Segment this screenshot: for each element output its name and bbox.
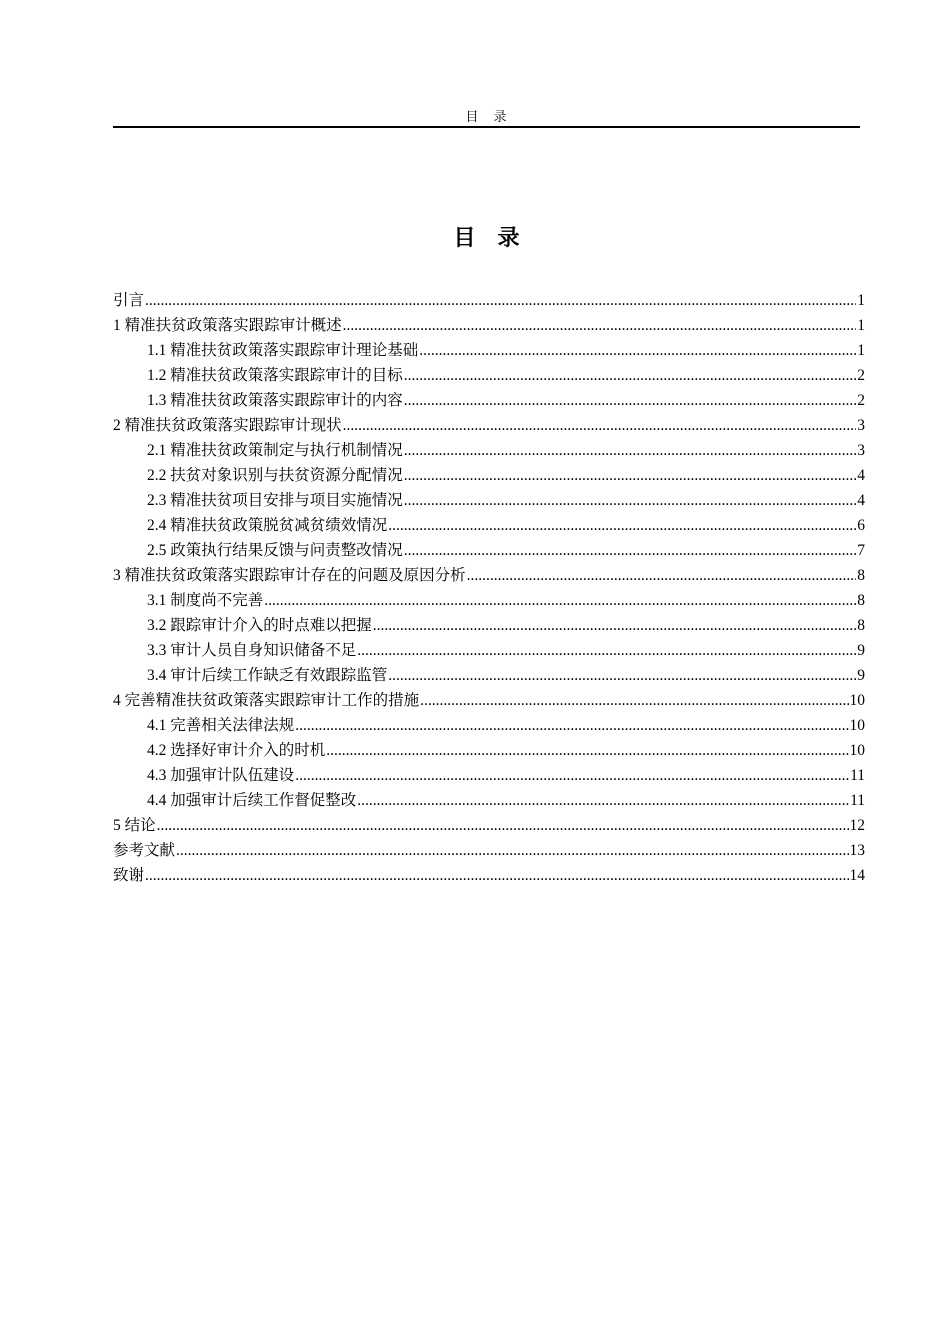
- toc-entry[interactable]: [113, 688, 865, 713]
- toc-entry-label: 3.2 跟踪审计介入的时点难以把握: [147, 617, 372, 634]
- header-rule: [113, 126, 860, 128]
- toc-entry-label: 2.3 精准扶贫项目安排与项目实施情况: [147, 492, 403, 509]
- dot-leader: [373, 613, 856, 638]
- dot-leader: [145, 288, 856, 313]
- toc-entry[interactable]: [113, 563, 865, 588]
- toc-entry[interactable]: [113, 863, 865, 888]
- toc-entry-label: 1.3 精准扶贫政策落实跟踪审计的内容: [147, 392, 403, 409]
- toc-entry-label: 5 结论: [113, 817, 156, 834]
- toc-entry-label: 1 精准扶贫政策落实跟踪审计概述: [113, 317, 342, 334]
- toc-entry[interactable]: [113, 338, 865, 363]
- toc-entry[interactable]: [113, 588, 865, 613]
- toc-entry-page: 12: [849, 817, 865, 834]
- toc-entry[interactable]: [113, 638, 865, 663]
- toc-entry-page: 9: [857, 642, 865, 659]
- toc-title: 目 录: [453, 226, 520, 251]
- dot-leader: [145, 863, 848, 888]
- toc-entry[interactable]: [113, 538, 865, 563]
- toc-entry[interactable]: [113, 463, 865, 488]
- toc-entry-page: 1: [857, 317, 865, 334]
- table-of-contents: [113, 288, 865, 888]
- toc-entry-label: 3.4 审计后续工作缺乏有效跟踪监管: [147, 667, 388, 684]
- toc-entry[interactable]: [113, 613, 865, 638]
- toc-entry[interactable]: [113, 388, 865, 413]
- toc-entry-label: 引言: [113, 292, 145, 309]
- toc-entry-label: 4.2 选择好审计介入的时机: [147, 742, 326, 759]
- dot-leader: [388, 513, 856, 538]
- toc-entry[interactable]: [113, 763, 865, 788]
- dot-leader: [326, 738, 848, 763]
- toc-entry[interactable]: [113, 663, 865, 688]
- toc-entry-label: 4 完善精准扶贫政策落实跟踪审计工作的措施: [113, 692, 420, 709]
- toc-entry-page: 2: [857, 367, 865, 384]
- dot-leader: [343, 413, 857, 438]
- dot-leader: [157, 813, 849, 838]
- toc-entry-label: 3 精准扶贫政策落实跟踪审计存在的问题及原因分析: [113, 567, 466, 584]
- toc-entry[interactable]: [113, 288, 865, 313]
- toc-entry[interactable]: [113, 413, 865, 438]
- toc-entry[interactable]: [113, 488, 865, 513]
- dot-leader: [357, 638, 856, 663]
- toc-entry-label: 3.1 制度尚不完善: [147, 592, 264, 609]
- toc-entry-label: 4.3 加强审计队伍建设: [147, 767, 295, 784]
- dot-leader: [404, 438, 856, 463]
- toc-entry-label: 2.2 扶贫对象识别与扶贫资源分配情况: [147, 467, 403, 484]
- toc-entry-label: 2.1 精准扶贫政策制定与执行机制情况: [147, 442, 403, 459]
- toc-entry-label: 致谢: [113, 867, 145, 884]
- dot-leader: [420, 688, 848, 713]
- toc-entry-page: 8: [857, 567, 865, 584]
- toc-entry-page: 4: [857, 492, 865, 509]
- dot-leader: [295, 713, 848, 738]
- toc-entry-label: 2.4 精准扶贫政策脱贫减贫绩效情况: [147, 517, 388, 534]
- toc-entry[interactable]: [113, 713, 865, 738]
- toc-entry[interactable]: [113, 838, 865, 863]
- toc-entry[interactable]: [113, 438, 865, 463]
- dot-leader: [357, 788, 849, 813]
- dot-leader: [176, 838, 848, 863]
- toc-entry-page: 1: [857, 342, 865, 359]
- dot-leader: [343, 313, 857, 338]
- dot-leader: [419, 338, 856, 363]
- toc-entry-page: 8: [857, 617, 865, 634]
- toc-entry-page: 7: [857, 542, 865, 559]
- toc-entry[interactable]: [113, 513, 865, 538]
- dot-leader: [404, 463, 856, 488]
- dot-leader: [467, 563, 857, 588]
- toc-entry-page: 13: [849, 842, 865, 859]
- toc-entry-page: 8: [857, 592, 865, 609]
- toc-entry[interactable]: [113, 363, 865, 388]
- dot-leader: [404, 538, 856, 563]
- toc-entry-page: 11: [850, 792, 865, 809]
- toc-entry-page: 11: [850, 767, 865, 784]
- running-header: 目 录: [465, 109, 508, 124]
- toc-entry-label: 3.3 审计人员自身知识储备不足: [147, 642, 357, 659]
- toc-entry-page: 10: [849, 717, 865, 734]
- toc-entry[interactable]: [113, 313, 865, 338]
- toc-entry-page: 6: [857, 517, 865, 534]
- toc-entry[interactable]: [113, 788, 865, 813]
- toc-entry-label: 1.1 精准扶贫政策落实跟踪审计理论基础: [147, 342, 419, 359]
- toc-entry-label: 参考文献: [113, 842, 176, 859]
- toc-entry-page: 9: [857, 667, 865, 684]
- dot-leader: [388, 663, 856, 688]
- toc-entry-label: 2 精准扶贫政策落实跟踪审计现状: [113, 417, 342, 434]
- toc-entry-label: 4.4 加强审计后续工作督促整改: [147, 792, 357, 809]
- toc-entry-page: 14: [849, 867, 865, 884]
- toc-entry[interactable]: [113, 738, 865, 763]
- toc-entry[interactable]: [113, 813, 865, 838]
- toc-entry-page: 4: [857, 467, 865, 484]
- toc-entry-page: 3: [857, 442, 865, 459]
- dot-leader: [264, 588, 856, 613]
- toc-entry-page: 10: [849, 692, 865, 709]
- toc-entry-label: 1.2 精准扶贫政策落实跟踪审计的目标: [147, 367, 403, 384]
- toc-entry-page: 1: [857, 292, 865, 309]
- toc-entry-page: 2: [857, 392, 865, 409]
- toc-entry-page: 3: [857, 417, 865, 434]
- dot-leader: [404, 363, 856, 388]
- dot-leader: [295, 763, 849, 788]
- dot-leader: [404, 388, 856, 413]
- toc-entry-page: 10: [849, 742, 865, 759]
- toc-entry-label: 4.1 完善相关法律法规: [147, 717, 295, 734]
- dot-leader: [404, 488, 856, 513]
- toc-entry-label: 2.5 政策执行结果反馈与问责整改情况: [147, 542, 403, 559]
